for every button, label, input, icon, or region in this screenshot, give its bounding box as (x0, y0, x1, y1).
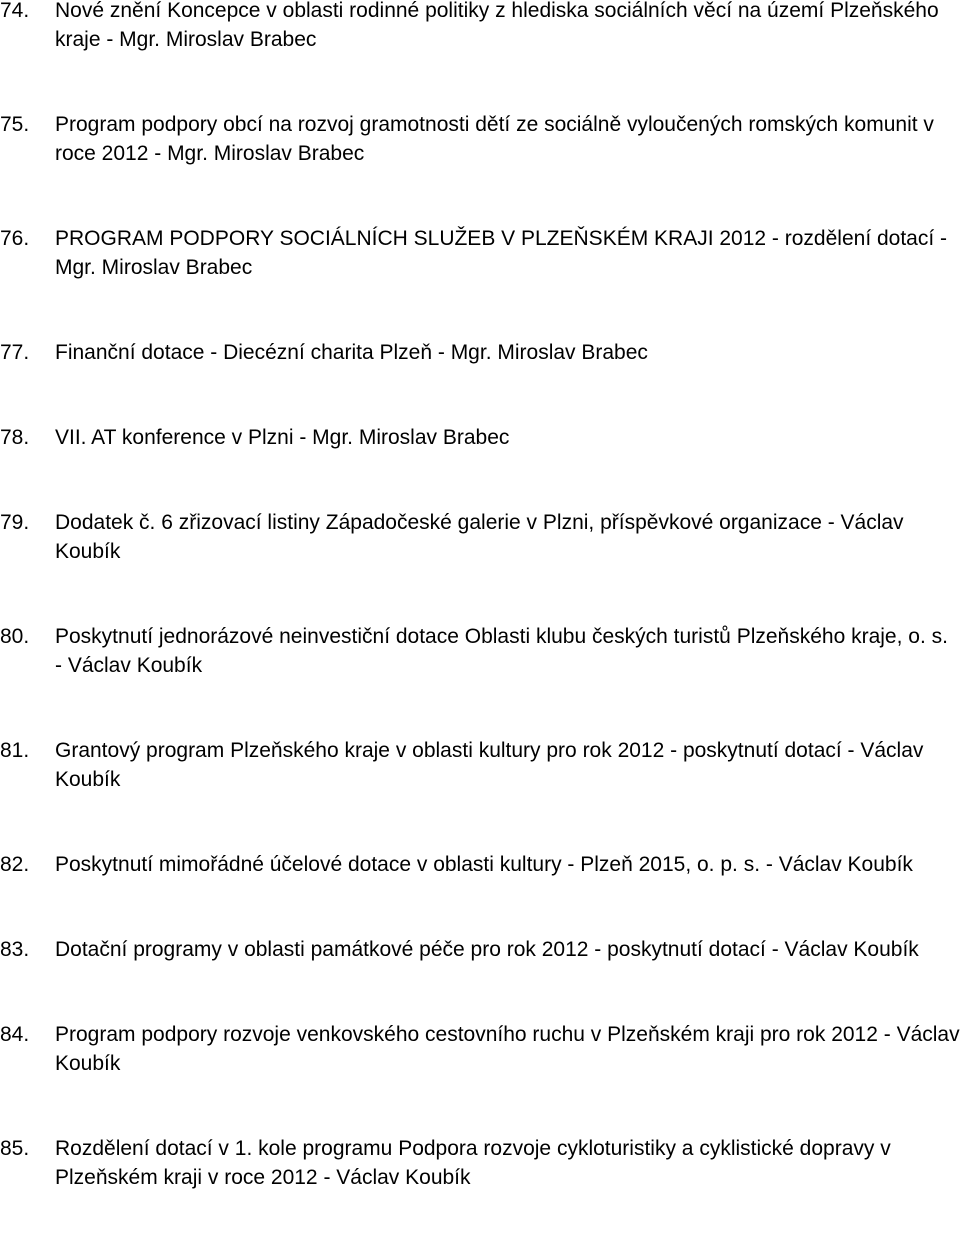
item-text: Poskytnutí jednorázové neinvestiční dotace Oblasti klubu českých turistů Plzeňského kraje, o. s. - Václav Koubík (55, 625, 948, 677)
agenda-item-81 (0, 736, 960, 794)
item-number: 82. (0, 853, 30, 876)
agenda-item-80 (0, 622, 960, 680)
item-number: 77. (0, 341, 30, 364)
agenda-item-84 (0, 1020, 960, 1078)
item-number: 76. (0, 227, 30, 250)
item-number: 79. (0, 511, 30, 534)
agenda-item-77 (0, 338, 960, 367)
item-number: 80. (0, 625, 30, 648)
item-number: 83. (0, 938, 30, 961)
item-text: Grantový program Plzeňského kraje v oblasti kultury pro rok 2012 - poskytnutí dotací - Václav Koubík (55, 739, 924, 791)
item-number: 74. (0, 0, 30, 22)
item-number: 75. (0, 113, 30, 136)
item-text: Program podpory obcí na rozvoj gramotnosti dětí ze sociálně vyloučených romských komunit v roce 2012 - Mgr. Miroslav Brabec (55, 113, 934, 165)
agenda-item-79 (0, 508, 960, 566)
item-text: Poskytnutí mimořádné účelové dotace v oblasti kultury - Plzeň 2015, o. p. s. - Václav Koubík (55, 853, 913, 876)
item-number: 85. (0, 1137, 30, 1160)
item-text: Rozdělení dotací v 1. kole programu Podpora rozvoje cykloturistiky a cyklistické dopravy v Plzeňském kraji v roce 2012 - Václav Koubík (55, 1137, 891, 1189)
agenda-item-76 (0, 224, 960, 282)
item-text: VII. AT konference v Plzni - Mgr. Miroslav Brabec (55, 426, 510, 449)
item-number: 84. (0, 1023, 30, 1046)
agenda-item-85 (0, 1134, 960, 1192)
agenda-item-78 (0, 423, 960, 452)
item-text: Nové znění Koncepce v oblasti rodinné politiky z hlediska sociálních věcí na území Plzeňského kraje - Mgr. Miroslav Brabec (55, 0, 939, 51)
agenda-item-82 (0, 850, 960, 879)
item-number: 78. (0, 426, 30, 449)
agenda-item-83 (0, 935, 960, 964)
item-text: PROGRAM PODPORY SOCIÁLNÍCH SLUŽEB V PLZEŇSKÉM KRAJI 2012 - rozdělení dotací - Mgr. Miroslav Brabec (55, 227, 948, 279)
agenda-item-75 (0, 110, 960, 168)
agenda-item-74 (0, 0, 960, 54)
item-text: Finanční dotace - Diecézní charita Plzeň - Mgr. Miroslav Brabec (55, 341, 648, 364)
item-text: Dodatek č. 6 zřizovací listiny Západočeské galerie v Plzni, příspěvkové organizace - Václav Koubík (55, 511, 904, 563)
item-text: Program podpory rozvoje venkovského cestovního ruchu v Plzeňském kraji pro rok 2012 - Václav Koubík (55, 1023, 960, 1075)
item-number: 81. (0, 739, 30, 762)
item-text: Dotační programy v oblasti památkové péče pro rok 2012 - poskytnutí dotací - Václav Koubík (55, 938, 919, 961)
